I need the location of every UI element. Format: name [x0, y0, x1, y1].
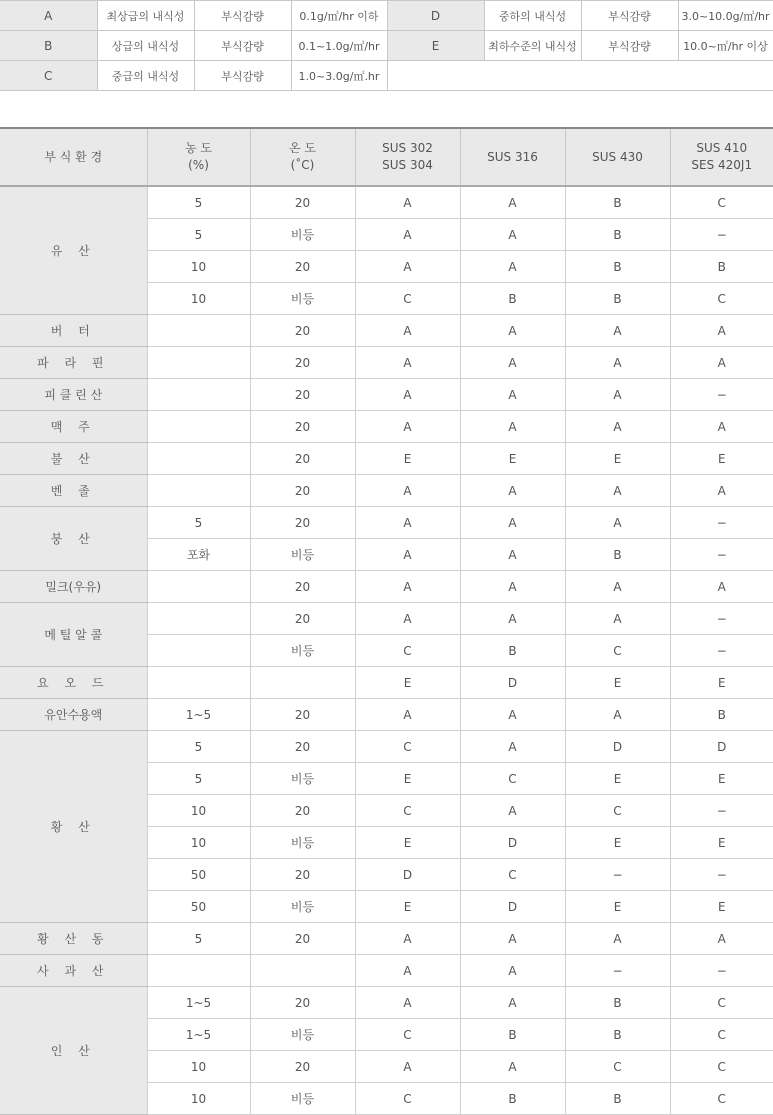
environment-label: 버 터 [50, 324, 96, 338]
sus430-grade: A [565, 507, 670, 539]
environment-label: 피 클 린 산 [44, 388, 103, 402]
environment-cell [0, 699, 147, 731]
concentration-cell [147, 315, 250, 347]
sus430-grade: A [565, 475, 670, 507]
table-row [0, 347, 773, 379]
sus316-grade: A [460, 411, 565, 443]
temperature-cell: 비등 [250, 219, 355, 251]
header-row [0, 128, 773, 186]
concentration-cell [147, 571, 250, 603]
table-row [0, 699, 773, 731]
concentration-cell: 50 [147, 891, 250, 923]
sus410-grade: A [670, 923, 773, 955]
sus302-304-grade: C [355, 731, 460, 763]
concentration-cell [147, 347, 250, 379]
sus410-grade: E [670, 827, 773, 859]
sus410-grade: − [670, 859, 773, 891]
legend-measure-value: 1.0~3.0g/㎡.hr [291, 61, 387, 91]
temperature-cell: 20 [250, 699, 355, 731]
table-row [0, 731, 773, 763]
sus410-grade: C [670, 283, 773, 315]
temperature-cell [250, 667, 355, 699]
sus316-grade: A [460, 731, 565, 763]
sus430-grade: A [565, 315, 670, 347]
sus430-grade: B [565, 219, 670, 251]
concentration-cell: 5 [147, 731, 250, 763]
sus316-grade: A [460, 219, 565, 251]
sus316-grade: A [460, 603, 565, 635]
environment-label: 불 산 [50, 452, 96, 466]
sus316-grade: C [460, 859, 565, 891]
temperature-cell: 20 [250, 315, 355, 347]
sus302-304-grade: C [355, 1083, 460, 1115]
sus302-304-grade: C [355, 283, 460, 315]
legend-measure-label: 부식감량 [194, 31, 291, 61]
sus410-grade: A [670, 571, 773, 603]
sus316-grade: C [460, 763, 565, 795]
sus316-grade: A [460, 475, 565, 507]
temperature-cell [250, 955, 355, 987]
legend-grade: B [0, 31, 97, 61]
sus430-grade: C [565, 1051, 670, 1083]
sus410-grade: − [670, 379, 773, 411]
sus430-grade: B [565, 283, 670, 315]
environment-cell [0, 507, 147, 571]
sus430-grade: E [565, 827, 670, 859]
temperature-cell: 20 [250, 571, 355, 603]
concentration-cell [147, 667, 250, 699]
table-row [0, 186, 773, 219]
concentration-cell [147, 955, 250, 987]
concentration-cell: 5 [147, 186, 250, 219]
sus302-304-grade: A [355, 539, 460, 571]
sus410-grade: C [670, 1019, 773, 1051]
concentration-cell [147, 411, 250, 443]
temperature-cell: 비등 [250, 763, 355, 795]
legend-row [0, 31, 773, 61]
concentration-cell: 10 [147, 1051, 250, 1083]
temperature-cell: 비등 [250, 283, 355, 315]
temperature-cell: 비등 [250, 1019, 355, 1051]
sus430-grade: A [565, 923, 670, 955]
temperature-cell: 비등 [250, 539, 355, 571]
sus430-grade: D [565, 731, 670, 763]
header-concentration: 농 도 (%) [147, 128, 250, 186]
concentration-cell [147, 443, 250, 475]
environment-label: 황 산 [50, 820, 96, 834]
concentration-cell [147, 635, 250, 667]
environment-cell [0, 315, 147, 347]
sus410-grade: A [670, 475, 773, 507]
sus430-grade: A [565, 699, 670, 731]
legend-description: 최상급의 내식성 [97, 1, 194, 31]
legend-description: 중급의 내식성 [97, 61, 194, 91]
sus410-grade: − [670, 635, 773, 667]
temperature-cell: 20 [250, 795, 355, 827]
sus316-grade: A [460, 315, 565, 347]
temperature-cell: 20 [250, 475, 355, 507]
sus410-grade: B [670, 251, 773, 283]
legend-measure-label: 부식감량 [581, 31, 678, 61]
sus302-304-grade: A [355, 507, 460, 539]
header-sus410-ses420j1: SUS 410 SES 420J1 [670, 128, 773, 186]
sus316-grade: A [460, 379, 565, 411]
table-row [0, 315, 773, 347]
sus410-grade: D [670, 731, 773, 763]
sus430-grade: E [565, 443, 670, 475]
legend-measure-label: 부식감량 [581, 1, 678, 31]
environment-label: 벤 졸 [50, 484, 96, 498]
sus430-grade: B [565, 1019, 670, 1051]
legend-grade: C [0, 61, 97, 91]
concentration-cell: 5 [147, 763, 250, 795]
temperature-cell: 20 [250, 443, 355, 475]
sus430-grade: B [565, 251, 670, 283]
header-sus316: SUS 316 [460, 128, 565, 186]
sus430-grade: − [565, 955, 670, 987]
legend-description: 중하의 내식성 [484, 1, 581, 31]
sus316-grade: A [460, 795, 565, 827]
environment-label: 유 산 [50, 244, 96, 258]
sus410-grade: − [670, 507, 773, 539]
environment-cell [0, 955, 147, 987]
sus410-grade: − [670, 539, 773, 571]
environment-cell [0, 411, 147, 443]
environment-label: 파 라 핀 [37, 356, 110, 370]
sus430-grade: C [565, 635, 670, 667]
sus316-grade: A [460, 923, 565, 955]
sus430-grade: B [565, 186, 670, 219]
environment-cell [0, 987, 147, 1115]
environment-cell [0, 379, 147, 411]
concentration-cell: 1~5 [147, 987, 250, 1019]
sus316-grade: A [460, 507, 565, 539]
sus302-304-grade: D [355, 859, 460, 891]
sus302-304-grade: E [355, 443, 460, 475]
table-row [0, 475, 773, 507]
table-row [0, 987, 773, 1019]
sus410-grade: A [670, 315, 773, 347]
environment-label: 사 과 산 [37, 964, 110, 978]
sus430-grade: − [565, 859, 670, 891]
sus430-grade: B [565, 987, 670, 1019]
sus302-304-grade: E [355, 827, 460, 859]
sus316-grade: B [460, 283, 565, 315]
sus430-grade: A [565, 571, 670, 603]
legend-grade: A [0, 1, 97, 31]
legend-measure-label: 부식감량 [194, 1, 291, 31]
temperature-cell: 20 [250, 1051, 355, 1083]
temperature-cell: 비등 [250, 1083, 355, 1115]
sus316-grade: B [460, 1019, 565, 1051]
legend-grade: E [387, 31, 484, 61]
sus430-grade: B [565, 1083, 670, 1115]
concentration-cell: 5 [147, 923, 250, 955]
sus430-grade: B [565, 539, 670, 571]
sus302-304-grade: A [355, 923, 460, 955]
sus302-304-grade: C [355, 635, 460, 667]
sus430-grade: E [565, 891, 670, 923]
sus410-grade: A [670, 347, 773, 379]
sus410-grade: − [670, 955, 773, 987]
header-sus430: SUS 430 [565, 128, 670, 186]
concentration-cell: 10 [147, 827, 250, 859]
sus410-grade: E [670, 667, 773, 699]
sus302-304-grade: A [355, 186, 460, 219]
sus302-304-grade: C [355, 1019, 460, 1051]
environment-label: 유안수용액 [44, 708, 103, 722]
sus302-304-grade: A [355, 347, 460, 379]
environment-label: 붕 산 [50, 532, 96, 546]
temperature-cell: 비등 [250, 891, 355, 923]
environment-label: 맥 주 [50, 420, 96, 434]
sus410-grade: C [670, 1051, 773, 1083]
sus430-grade: A [565, 379, 670, 411]
concentration-cell: 50 [147, 859, 250, 891]
temperature-cell: 20 [250, 731, 355, 763]
temperature-cell: 20 [250, 507, 355, 539]
concentration-cell: 5 [147, 507, 250, 539]
sus316-grade: A [460, 251, 565, 283]
sus410-grade: C [670, 987, 773, 1019]
sus430-grade: E [565, 667, 670, 699]
concentration-cell: 1~5 [147, 1019, 250, 1051]
concentration-cell: 10 [147, 795, 250, 827]
sus410-grade: A [670, 411, 773, 443]
legend-measure-value: 0.1g/㎡/hr 이하 [291, 1, 387, 31]
sus316-grade: A [460, 347, 565, 379]
sus430-grade: C [565, 795, 670, 827]
corrosion-grade-legend [0, 0, 773, 91]
sus302-304-grade: E [355, 891, 460, 923]
table-row [0, 411, 773, 443]
legend-measure-label: 부식감량 [194, 61, 291, 91]
environment-cell [0, 443, 147, 475]
temperature-cell: 비등 [250, 635, 355, 667]
concentration-cell [147, 603, 250, 635]
environment-label: 황 산 동 [37, 932, 110, 946]
sus410-grade: − [670, 219, 773, 251]
environment-cell [0, 475, 147, 507]
sus410-grade: C [670, 1083, 773, 1115]
sus316-grade: A [460, 1051, 565, 1083]
concentration-cell: 10 [147, 251, 250, 283]
header-environment: 부 식 환 경 [0, 128, 147, 186]
table-row [0, 923, 773, 955]
sus430-grade: A [565, 603, 670, 635]
environment-label: 메 틸 알 콜 [44, 628, 103, 642]
sus410-grade: B [670, 699, 773, 731]
legend-grade: D [387, 1, 484, 31]
temperature-cell: 비등 [250, 827, 355, 859]
sus302-304-grade: C [355, 795, 460, 827]
sus316-grade: A [460, 987, 565, 1019]
temperature-cell: 20 [250, 987, 355, 1019]
sus410-grade: E [670, 891, 773, 923]
sus316-grade: D [460, 827, 565, 859]
concentration-cell: 10 [147, 283, 250, 315]
table-row [0, 507, 773, 539]
environment-cell [0, 731, 147, 923]
sus302-304-grade: A [355, 955, 460, 987]
sus302-304-grade: A [355, 219, 460, 251]
temperature-cell: 20 [250, 603, 355, 635]
temperature-cell: 20 [250, 411, 355, 443]
temperature-cell: 20 [250, 923, 355, 955]
sus410-grade: − [670, 603, 773, 635]
temperature-cell: 20 [250, 251, 355, 283]
sus410-grade: C [670, 186, 773, 219]
temperature-cell: 20 [250, 186, 355, 219]
legend-measure-value: 3.0~10.0g/㎡/hr [678, 1, 773, 31]
sus410-grade: E [670, 443, 773, 475]
header-sus302-304: SUS 302 SUS 304 [355, 128, 460, 186]
sus316-grade: A [460, 699, 565, 731]
concentration-cell: 10 [147, 1083, 250, 1115]
table-row [0, 955, 773, 987]
sus302-304-grade: E [355, 667, 460, 699]
legend-measure-value: 0.1~1.0g/㎡/hr [291, 31, 387, 61]
sus316-grade: A [460, 571, 565, 603]
legend-empty-cell [387, 61, 773, 91]
concentration-cell: 5 [147, 219, 250, 251]
environment-cell [0, 603, 147, 667]
sus316-grade: A [460, 955, 565, 987]
environment-cell [0, 571, 147, 603]
sus302-304-grade: A [355, 1051, 460, 1083]
environment-label: 밀크(우유) [45, 580, 102, 594]
sus302-304-grade: A [355, 251, 460, 283]
table-row [0, 379, 773, 411]
environment-cell [0, 923, 147, 955]
sus316-grade: D [460, 891, 565, 923]
environment-label: 인 산 [50, 1044, 96, 1058]
environment-label: 요 오 드 [37, 676, 110, 690]
sus302-304-grade: A [355, 603, 460, 635]
sus430-grade: E [565, 763, 670, 795]
legend-description: 최하수준의 내식성 [484, 31, 581, 61]
table-row [0, 603, 773, 635]
legend-row [0, 61, 773, 91]
concentration-cell [147, 475, 250, 507]
table-row [0, 667, 773, 699]
environment-cell [0, 667, 147, 699]
sus302-304-grade: E [355, 763, 460, 795]
sus410-grade: E [670, 763, 773, 795]
temperature-cell: 20 [250, 347, 355, 379]
concentration-cell [147, 379, 250, 411]
temperature-cell: 20 [250, 379, 355, 411]
legend-row [0, 1, 773, 31]
sus302-304-grade: A [355, 987, 460, 1019]
sus430-grade: A [565, 411, 670, 443]
temperature-cell: 20 [250, 859, 355, 891]
table-row [0, 571, 773, 603]
sus430-grade: A [565, 347, 670, 379]
sus316-grade: B [460, 635, 565, 667]
sus410-grade: − [670, 795, 773, 827]
sus316-grade: E [460, 443, 565, 475]
concentration-cell: 포화 [147, 539, 250, 571]
environment-cell [0, 186, 147, 315]
sus316-grade: B [460, 1083, 565, 1115]
sus316-grade: A [460, 539, 565, 571]
environment-cell [0, 347, 147, 379]
corrosion-resistance-table [0, 127, 773, 1115]
sus302-304-grade: A [355, 699, 460, 731]
concentration-cell: 1~5 [147, 699, 250, 731]
legend-description: 상급의 내식성 [97, 31, 194, 61]
sus316-grade: D [460, 667, 565, 699]
header-temperature: 온 도 (˚C) [250, 128, 355, 186]
table-row [0, 443, 773, 475]
sus302-304-grade: A [355, 475, 460, 507]
sus302-304-grade: A [355, 411, 460, 443]
sus302-304-grade: A [355, 315, 460, 347]
sus302-304-grade: A [355, 571, 460, 603]
sus316-grade: A [460, 186, 565, 219]
legend-measure-value: 10.0~㎡/hr 이상 [678, 31, 773, 61]
sus302-304-grade: A [355, 379, 460, 411]
